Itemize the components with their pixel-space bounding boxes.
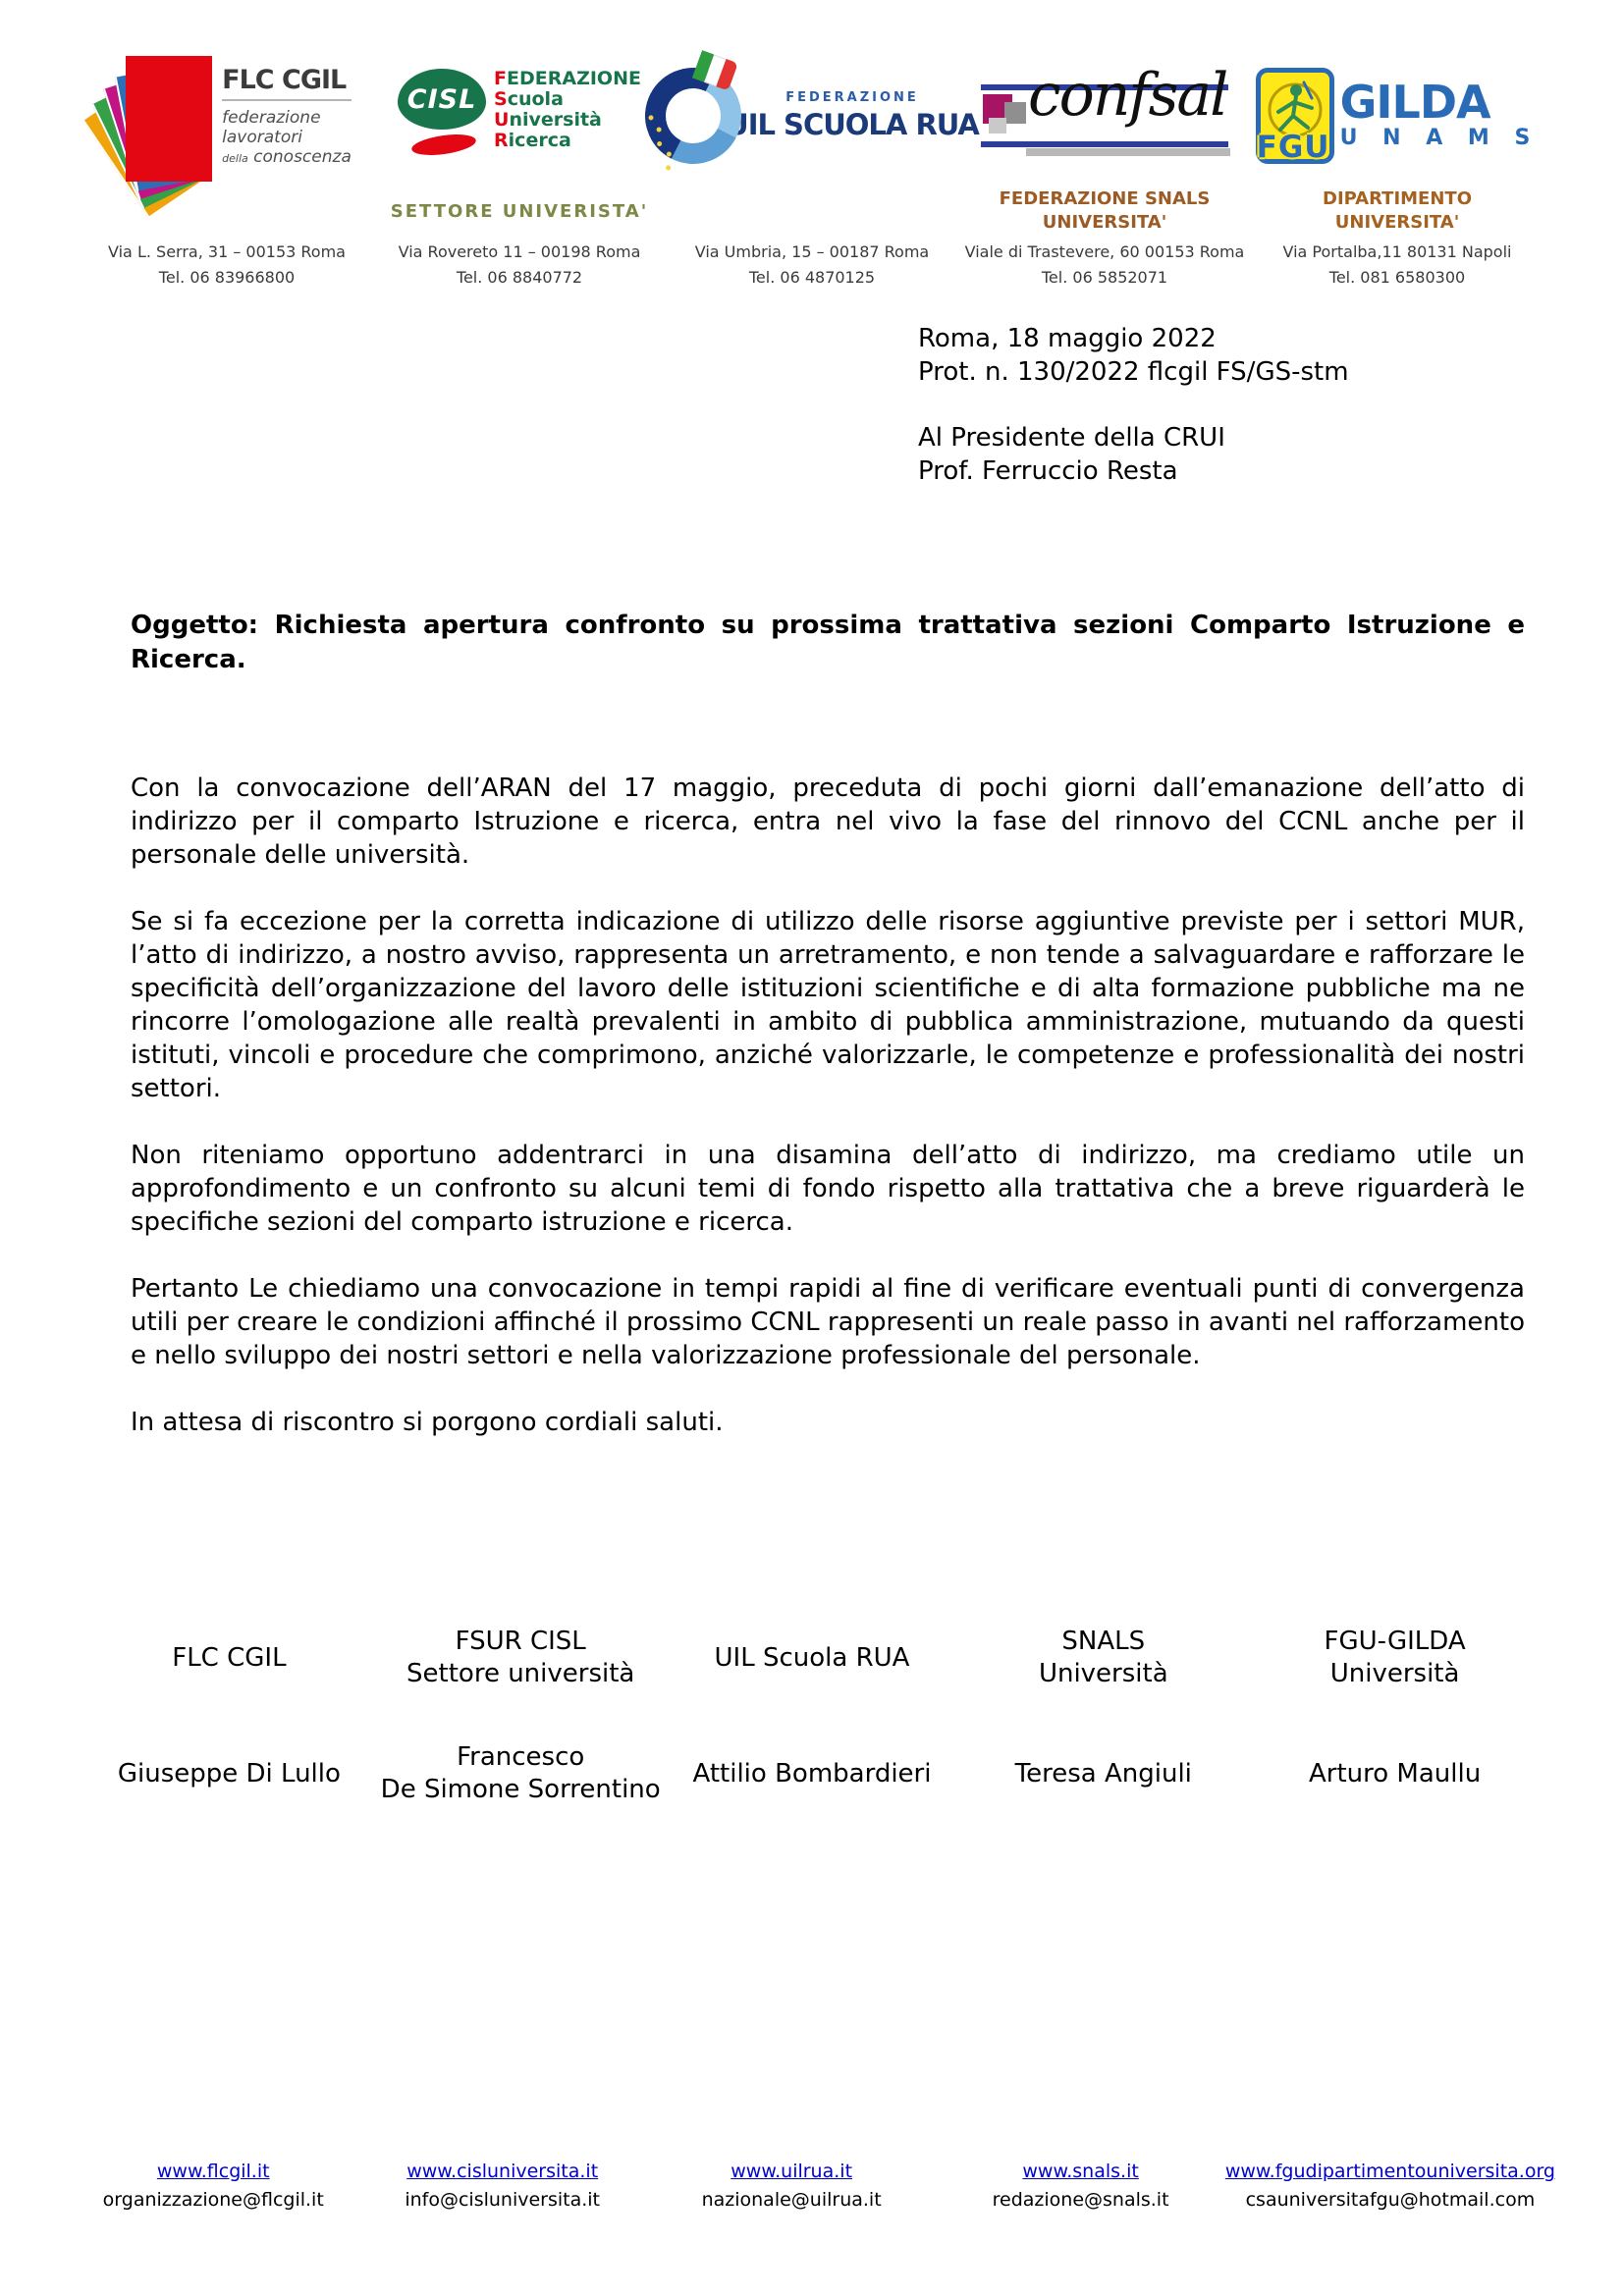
cisl-sector-label: SETTORE UNIVERISTA' bbox=[390, 200, 649, 222]
flc-address: Via L. Serra, 31 – 00153 Roma bbox=[108, 242, 346, 261]
sig-person-name: Arturo Maullu bbox=[1308, 1758, 1482, 1789]
snals-website-link[interactable]: www.snals.it bbox=[1022, 2161, 1139, 2182]
cisl-website-link[interactable]: www.cisluniversita.it bbox=[406, 2161, 599, 2182]
footer-col-fgu bbox=[1225, 2158, 1555, 2215]
flc-logo-sub2: lavoratori bbox=[222, 127, 302, 147]
sig-org-label: FGU-GILDA bbox=[1324, 1627, 1466, 1656]
page-footer bbox=[69, 2158, 1555, 2215]
paragraph-3: Non riteniamo opportuno addentrarci in una disamina dell’atto di indirizzo, ma crediamo utile un approfondimento e un confronto su alcuni temi di fondo rispetto alla trattativa che a breve riguarderà le specifiche sezioni del comparto istruzione e ricerca. bbox=[131, 1141, 1525, 1237]
flc-email: organizzazione@flcgil.it bbox=[102, 2189, 324, 2211]
confsal-logo bbox=[981, 47, 1228, 185]
snals-email: redazione@snals.it bbox=[992, 2189, 1169, 2211]
uil-phone: Tel. 06 4870125 bbox=[748, 267, 876, 287]
fsur-wordmark: FEDERAZIONE Scuola Università Ricerca bbox=[494, 68, 641, 151]
sig-person-name2: De Simone Sorrentino bbox=[380, 1775, 661, 1804]
sig-org-label2: Settore università bbox=[406, 1659, 635, 1688]
signature-flc-cgil bbox=[83, 1615, 375, 1817]
paragraph-4: Pertanto Le chiediamo una convocazione in tempi rapidi al fine di verificare eventuali punti di convergenza utili per creare le condizioni affinché il prossimo CCNL rappresenti un reale passo in avanti nel rafforzamento e nello sviluppo dei nostri settori e nella valorizzazione professionale del personale. bbox=[131, 1274, 1525, 1370]
footer-col-flc bbox=[69, 2158, 357, 2215]
signature-fgu-gilda bbox=[1249, 1615, 1541, 1817]
sig-org-label: FSUR CISL bbox=[455, 1627, 586, 1656]
footer-col-snals bbox=[936, 2158, 1224, 2215]
sig-org-label: SNALS bbox=[1061, 1627, 1146, 1656]
letterhead-col-confsal-snals bbox=[958, 47, 1251, 290]
sig-person-name: Giuseppe Di Lullo bbox=[117, 1758, 341, 1789]
snals-phone: Tel. 06 5852071 bbox=[1041, 267, 1168, 287]
uil-address: Via Umbria, 15 – 00187 Roma bbox=[694, 242, 930, 261]
letter-body bbox=[131, 772, 1525, 1472]
cisl-address: Via Rovereto 11 – 00198 Roma bbox=[398, 242, 641, 261]
signature-block bbox=[83, 1615, 1541, 1817]
fgu-gilda-logo bbox=[1256, 47, 1540, 185]
fgu-website-link[interactable]: www.fgudipartimentouniversita.org bbox=[1224, 2161, 1555, 2182]
flc-logo-title: FLC CGIL bbox=[222, 65, 352, 101]
gilda-sector-line1: DIPARTIMENTO bbox=[1323, 187, 1472, 209]
cisl-email: info@cisluniversita.it bbox=[405, 2189, 601, 2211]
snals-sector-line1: FEDERAZIONE SNALS bbox=[999, 187, 1211, 209]
unams-wordmark: U N A M S bbox=[1339, 126, 1540, 151]
paragraph-5: In attesa di riscontro si porgono cordiali saluti. bbox=[131, 1408, 724, 1437]
uil-wordmark: UIL SCUOLA RUA bbox=[726, 108, 979, 141]
uil-ring-icon bbox=[632, 55, 753, 176]
flc-cgil-logo bbox=[102, 47, 352, 185]
signature-fsur-cisl bbox=[375, 1615, 667, 1817]
signature-snals bbox=[957, 1615, 1249, 1817]
letterhead bbox=[81, 47, 1543, 290]
italian-flag-icon bbox=[692, 50, 738, 91]
letterhead-col-uil-scuola-rua bbox=[666, 47, 979, 290]
flc-fanned-pages-icon bbox=[102, 48, 212, 184]
uil-website-link[interactable]: www.uilrua.it bbox=[731, 2161, 853, 2182]
gilda-sector-line2: UNIVERSITA' bbox=[1334, 212, 1460, 233]
date-line: Roma, 18 maggio 2022 bbox=[918, 324, 1217, 353]
sig-person-name: Teresa Angiuli bbox=[1014, 1758, 1192, 1789]
sig-org-label2: Università bbox=[1038, 1659, 1168, 1688]
footer-col-cisl bbox=[357, 2158, 646, 2215]
cisl-phone: Tel. 06 8840772 bbox=[456, 267, 583, 287]
recipient-line1: Al Presidente della CRUI bbox=[918, 423, 1225, 453]
signature-uil-scuola-rua bbox=[667, 1615, 958, 1817]
letterhead-col-fgu-gilda bbox=[1251, 47, 1543, 290]
confsal-wordmark: confsal bbox=[1028, 61, 1227, 130]
gilda-address: Via Portalba,11 80131 Napoli bbox=[1282, 242, 1512, 261]
protocol-line: Prot. n. 130/2022 flcgil FS/GS-stm bbox=[918, 357, 1349, 387]
sig-org-label: UIL Scuola RUA bbox=[714, 1642, 910, 1673]
letter-meta bbox=[918, 322, 1349, 488]
flc-logo-sub3: della conoscenza bbox=[222, 147, 352, 168]
uil-email: nazionale@uilrua.it bbox=[701, 2189, 882, 2211]
flc-website-link[interactable]: www.flcgil.it bbox=[156, 2161, 270, 2182]
footer-col-uil bbox=[647, 2158, 936, 2215]
fgu-email: csauniversitafgu@hotmail.com bbox=[1245, 2189, 1536, 2211]
fgu-wordmark: FGU bbox=[1256, 130, 1330, 165]
uil-scuola-rua-logo bbox=[645, 47, 979, 185]
gilda-phone: Tel. 081 6580300 bbox=[1328, 267, 1466, 287]
cisl-bubble-icon: CISL bbox=[398, 69, 488, 163]
snals-address: Viale di Trastevere, 60 00153 Roma bbox=[964, 242, 1245, 261]
letterhead-col-flc-cgil bbox=[81, 47, 373, 290]
gilda-wordmark: GILDA bbox=[1339, 75, 1490, 129]
fgu-emblem-icon bbox=[1256, 68, 1334, 164]
paragraph-2: Se si fa eccezione per la corretta indicazione di utilizzo delle risorse aggiuntive previste per i settori MUR, l’atto di indirizzo, a nostro avviso, rappresenta un arretramento, e non tende a salvaguardare e rafforzare le specificità dell’organizzazione del lavoro delle istituzioni scientifiche e di alta formazione pubbliche ma ne rincorre l’omologazione alle realtà prevalenti in ambito di pubblica amministrazione, mutuando da questi istituti, vincoli e procedure che comprimono, anziché valorizzarle, le competenze e professionalità dei nostri settori. bbox=[131, 907, 1525, 1103]
sig-person-name: Attilio Bombardieri bbox=[692, 1758, 932, 1789]
uil-federazione-label: FEDERAZIONE bbox=[785, 90, 919, 105]
sig-person-name: Francesco bbox=[457, 1742, 585, 1772]
subject-line: Oggetto: Richiesta apertura confronto su prossima trattativa sezioni Comparto Istruzione e Ricerca. bbox=[131, 611, 1525, 674]
snals-sector-line2: UNIVERSITA' bbox=[1042, 212, 1167, 233]
paragraph-1: Con la convocazione dell’ARAN del 17 maggio, preceduta di pochi giorni dall’emanazione dell’atto di indirizzo per il comparto Istruzione e ricerca, entra nel vivo la fase del rinnovo del CCNL anche per il personale delle università. bbox=[131, 774, 1525, 870]
recipient-line2: Prof. Ferruccio Resta bbox=[918, 456, 1178, 486]
flc-phone: Tel. 06 83966800 bbox=[158, 267, 296, 287]
cisl-fsur-logo bbox=[398, 47, 641, 185]
flc-logo-sub1: federazione bbox=[222, 107, 321, 128]
sig-org-label: FLC CGIL bbox=[172, 1642, 287, 1673]
sig-org-label2: Università bbox=[1329, 1659, 1460, 1688]
letterhead-col-cisl-fsur bbox=[373, 47, 666, 290]
